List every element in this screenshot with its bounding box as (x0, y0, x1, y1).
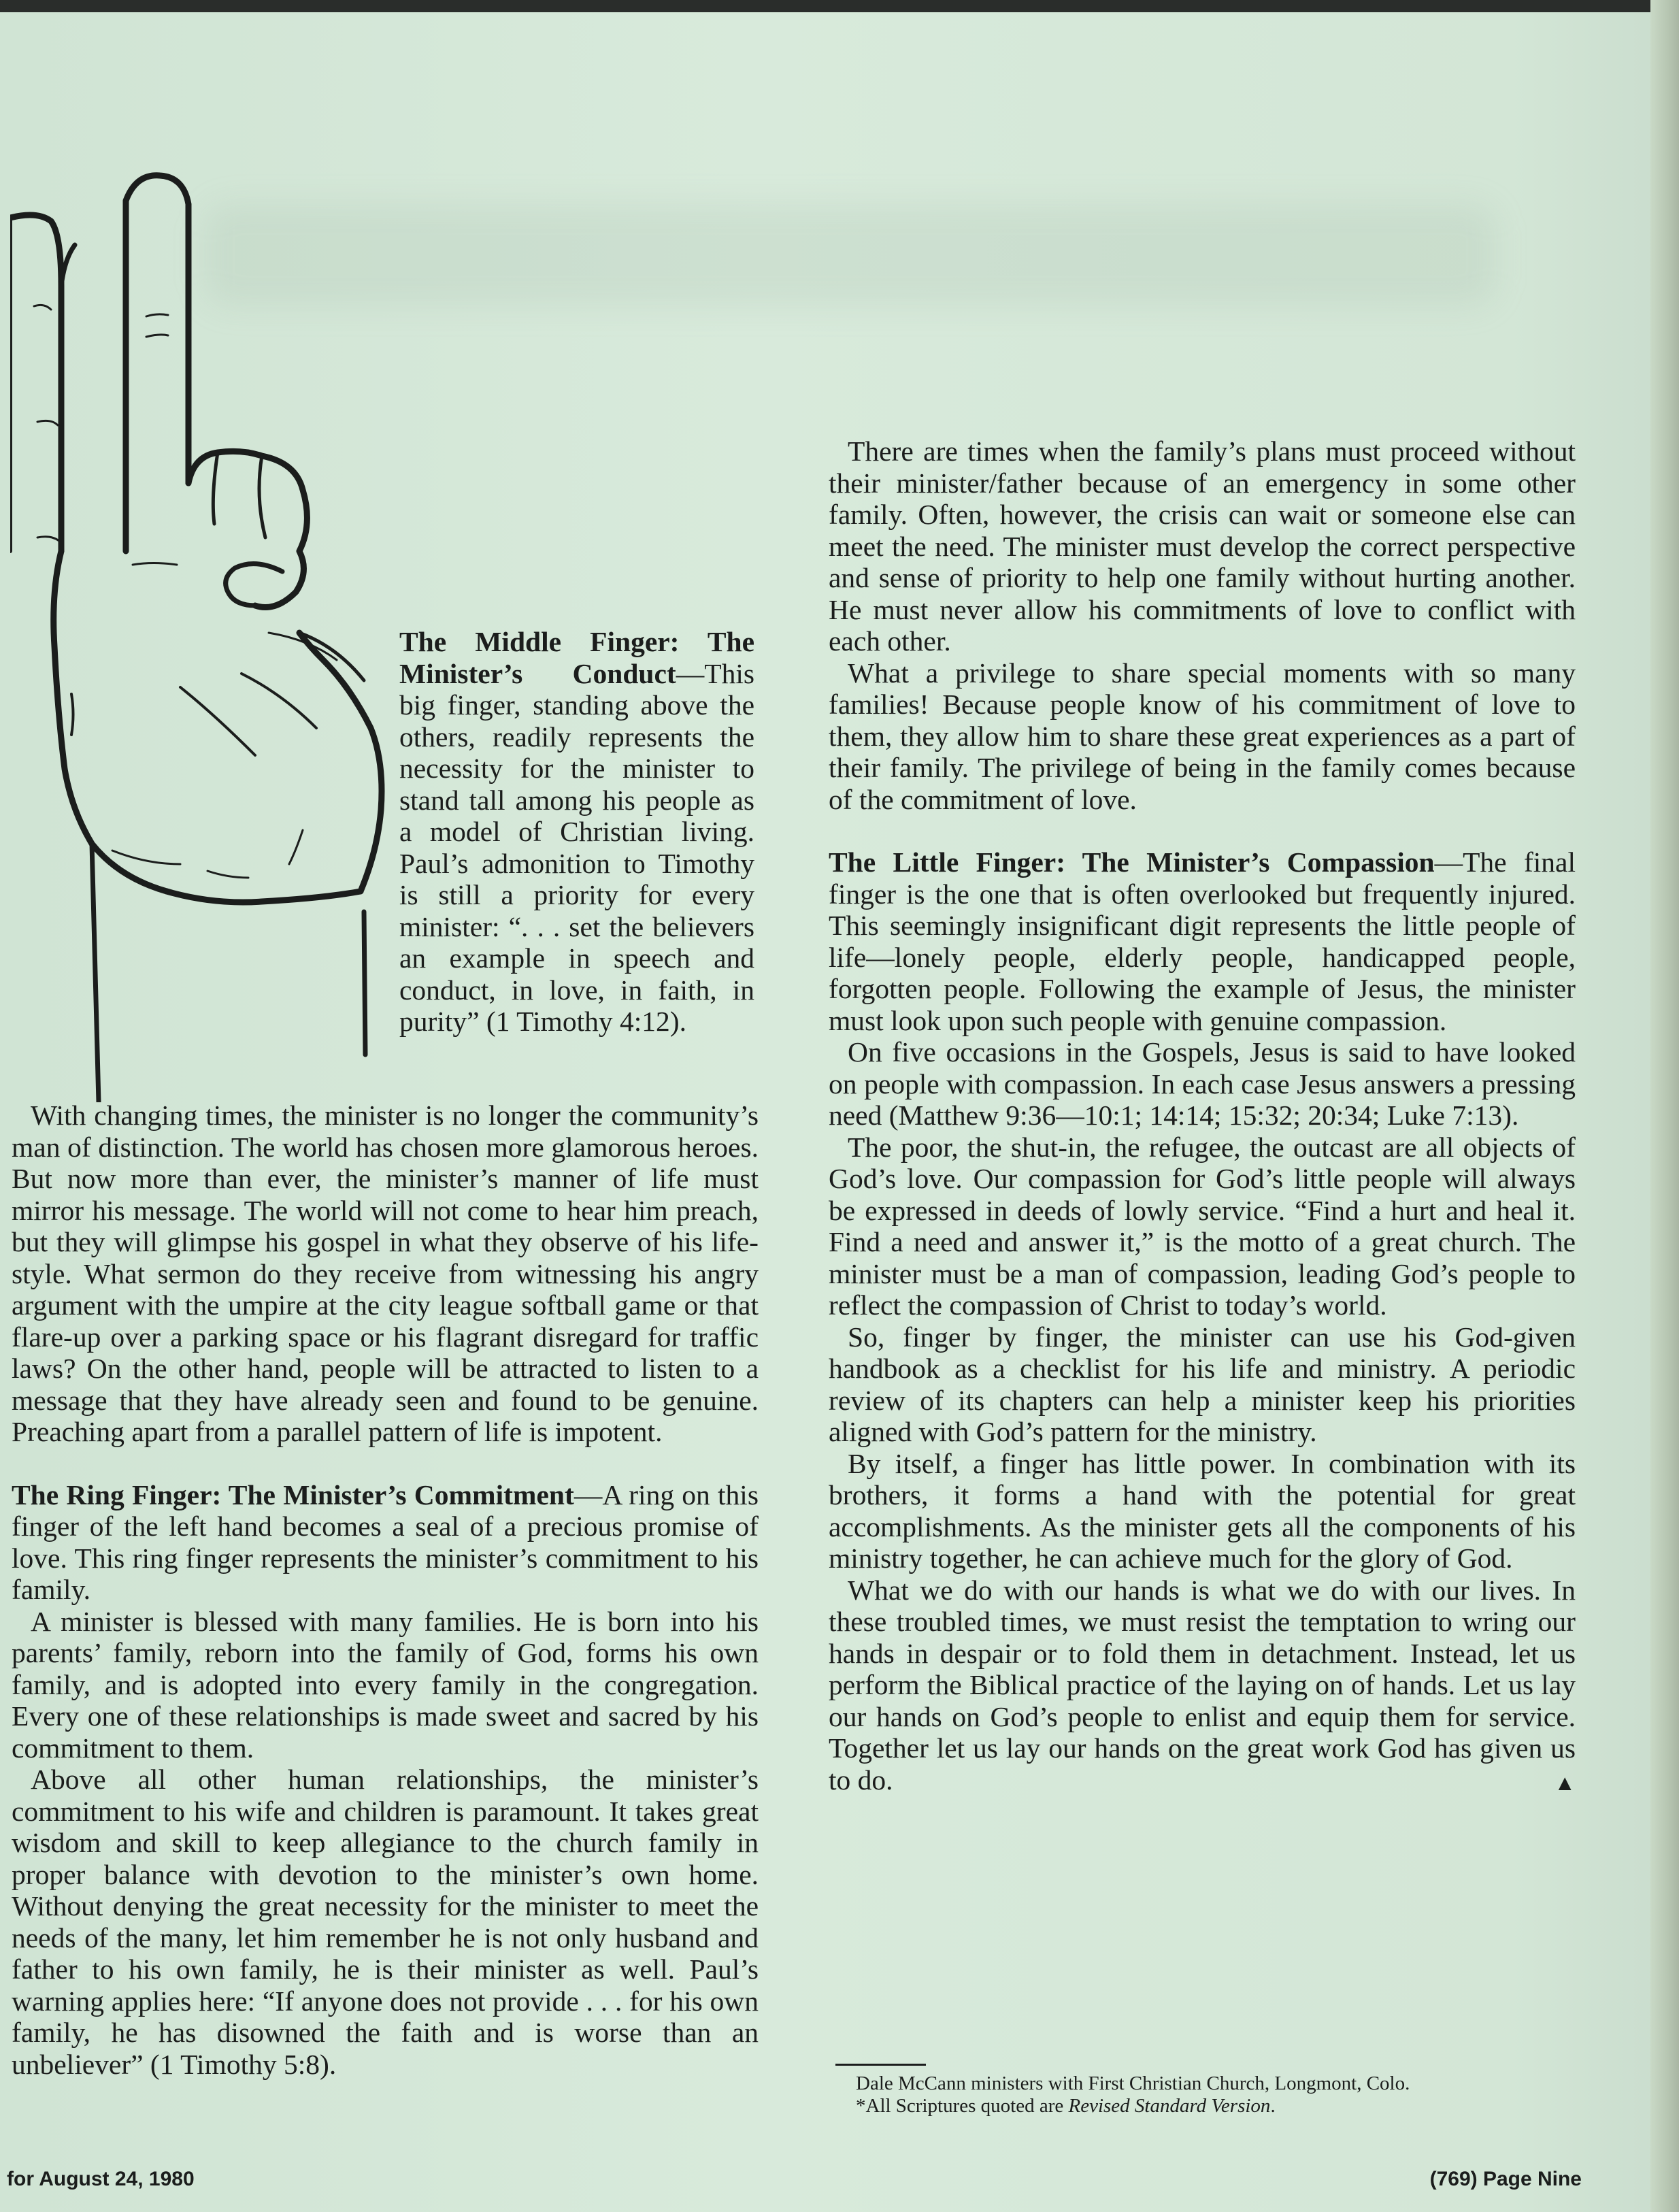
little-finger-paragraph-2: The poor, the shut-in, the refugee, the outcast are all objects of God’s love. Our compassion for God’s little people will always be expressed in deeds of lowly service. “Find a hurt and heal it. Find a need and answer it,” is the motto of a great church. The minister must be a man of compassion, leading God’s people to reflect the compassion of Christ to today’s world. (829, 1131, 1576, 1321)
footer-page-number: (769) Page Nine (1429, 2168, 1582, 2190)
ring-finger-paragraph-4: What a privilege to share special moments with so many families! Because people know of his commitment of love to them, they allow him to share these great experiences as a part of their family. The privilege of being in the family comes because of the commitment of love. (829, 657, 1576, 815)
ring-finger-lead: —A ring on this finger of the left hand becomes a seal of a precious promise of love. This ring finger represents the minister’s commitment to his family. (12, 1479, 759, 1605)
right-column (829, 435, 1576, 1798)
footnote-divider (835, 2064, 926, 2066)
closing-paragraph-2: By itself, a finger has little power. In combination with its brothers, it forms a hand with the potential for great accomplishments. As the minister gets all the components of his ministry together, he can achieve much for the glory of God. (829, 1447, 1576, 1574)
footnotes (856, 2073, 1577, 2117)
closing-paragraph-3: What we do with our hands is what we do with our lives. In these troubled times, we must resist the temptation to wring our hands in despair or to fold them in detachment. Instead, let us perform the Biblical practice of the laying on of hands. Let us lay our hands on God’s people to enlist and equip them for service. Together let us lay our hands on the great work God has given us to do. ▲ (829, 1574, 1576, 1796)
page-top-edge (0, 0, 1679, 12)
ring-finger-paragraph-3: There are times when the family’s plans must proceed without their minister/father because of an emergency in some other family. Often, however, the crisis can wait or someone else can meet the need. The minister must develop the correct perspective and sense of priority to help one family without hurting another. He must never allow his commitments of love to conflict with each other. (829, 435, 1576, 657)
middle-finger-paragraph: With changing times, the minister is no longer the community’s man of distinction. The world has chosen more glamorous heroes. But now more than ever, the minister’s manner of life must mirror his message. The world will not come to hear him preach, but they will glimpse his gospel in what they observe of his life-style. What sermon do they receive from witnessing his angry argument with the umpire at the city league softball game or that flare-up over a parking space or his flagrant disregard for traffic laws? On the other hand, people will be attracted to listen to a message that they have already seen and found to be genuine. Preaching apart from a parallel pattern of life is impotent. (12, 1100, 759, 1447)
middle-finger-section (399, 626, 754, 1038)
ring-finger-paragraph-1: A minister is blessed with many families. He is born into his parents’ family, reborn into the family of God, forms his own family, and is adopted into every family in the congregation. Every one of these relationships is made sweet and sacred by his commitment to them. (12, 1605, 759, 1764)
middle-finger-lead: —This big finger, standing above the others, readily represents the necessity for the minister to stand tall among his people as a model of Christian living. Paul’s admonition to Timothy is still a priority for every minister: “. . . set the believers an example in speech and conduct, in love, in faith, in purity” (1 Timothy 4:12). (399, 657, 754, 1037)
little-finger-paragraph-1: On five occasions in the Gospels, Jesus is said to have looked on people with compassion. In each case Jesus answers a pressing need (Matthew 9:36—10:1; 14:14; 15:32; 20:34; Luke 7:13). (829, 1036, 1576, 1131)
page-right-edge (1650, 0, 1679, 2212)
footer-issue-date: for August 24, 1980 (7, 2168, 195, 2190)
author-note: Dale McCann ministers with First Christian Church, Longmont, Colo. (856, 2073, 1410, 2094)
hand-making-sign-icon (10, 176, 382, 1102)
little-finger-intro (829, 846, 1576, 1036)
little-finger-lead: —The final finger is the one that is often overlooked but frequently injured. This seemingly insignificant digit represents the little people of life—lonely people, elderly people, handicapped people, forgotten people. Following the example of Jesus, the minister must look upon such people with genuine compassion. (829, 846, 1576, 1036)
ring-finger-intro (12, 1479, 759, 1606)
ring-finger-paragraph-2: Above all other human relationships, the minister’s commitment to his wife and children is paramount. It takes great wisdom and skill to keep allegiance to the church family in proper balance with devotion to the minister’s own home. Without denying the great necessity for the minister to meet the needs of the many, let him remember he is not only husband and father to his own family, he is their minister as well. Paul’s warning applies here: “If anyone does not provide . . . for his own family, he has disowned the faith and is worse than an unbeliever” (1 Timothy 5:8). (12, 1764, 759, 2080)
end-of-article-triangle-icon: ▲ (1554, 1770, 1576, 1795)
ring-finger-heading: The Ring Finger: The Minister’s Commitment (12, 1479, 574, 1511)
scripture-note: *All Scriptures quoted are Revised Standard Version. (856, 2095, 1276, 2117)
closing-paragraph-1: So, finger by finger, the minister can use his God-given handbook as a checklist for his life and ministry. A periodic review of its chapters can help a minister keep his priorities aligned with God’s pattern for the ministry. (829, 1321, 1576, 1447)
hand-illustration (10, 170, 391, 1102)
middle-finger-heading: The Middle Finger: The Minister’s Conduct (399, 626, 754, 689)
scripture-version: Revised Standard Version (1068, 2095, 1271, 2117)
left-column (12, 1100, 759, 2080)
little-finger-heading: The Little Finger: The Minister’s Compassion (829, 846, 1435, 878)
show-through-title (204, 204, 1497, 306)
